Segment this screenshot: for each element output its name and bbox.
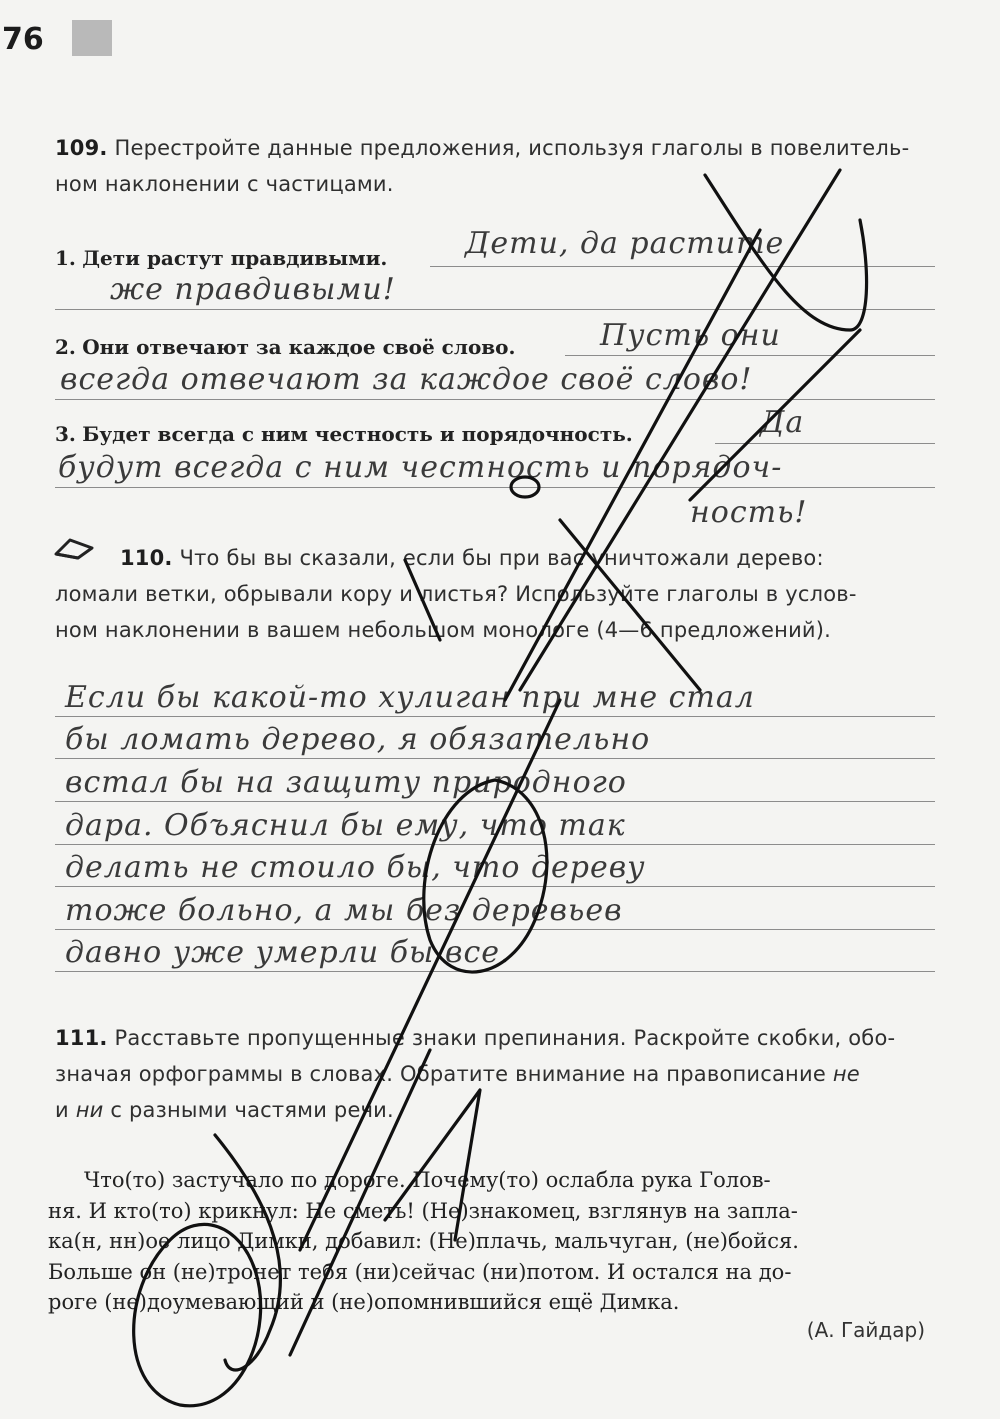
handwritten-answer-109-2a: Пусть они: [600, 318, 781, 353]
task-111-conjunction: и: [55, 1098, 69, 1122]
passage-line: Что(то) застучало по дороге. Почему(то) ослабла рука Голов-: [84, 1168, 771, 1192]
passage-line: роге (не)доумевающий и (не)опомнившийся ещё Димка.: [48, 1290, 680, 1314]
handwritten-answer-109-2b: всегда отвечают за каждое своё слово!: [60, 362, 753, 397]
answer-line: [715, 443, 935, 444]
task-111-passage: [48, 1165, 928, 1318]
answer-line: [430, 266, 935, 267]
handwritten-answer-109-3a: Да: [760, 405, 805, 440]
task-111-text-line3: с разными частями речи.: [103, 1098, 394, 1122]
answer-line: [55, 801, 935, 802]
page-number-tab: [72, 20, 112, 56]
answer-line: [55, 716, 935, 717]
answer-line: [55, 886, 935, 887]
task-109-item-1: 1. Дети растут правдивыми.: [55, 246, 388, 270]
task-111-emphasis-ni: ни: [75, 1098, 104, 1122]
handwritten-monologue-line: давно уже умерли бы все.: [65, 935, 511, 970]
handwritten-monologue-line: тоже больно, а мы без деревьев: [65, 893, 623, 928]
passage-line: Больше он (не)тронет тебя (ни)сейчас (ни)потом. И остался на до-: [48, 1259, 792, 1284]
answer-line: [55, 844, 935, 845]
task-111-text-line1: Расставьте пропущенные знаки препинания. Раскройте скобки, обо-: [114, 1026, 896, 1050]
handwritten-answer-109-1b: же правдивыми!: [110, 272, 396, 307]
quote-source: (А. Гайдар): [806, 1318, 925, 1342]
answer-line: [565, 355, 935, 356]
passage-line: ка(н, нн)ое лицо Димки, добавил: (Не)плачь, мальчуган, (не)бойся.: [48, 1229, 799, 1253]
handwritten-monologue-line: встал бы на защиту природного: [65, 765, 627, 800]
task-109-instruction: [55, 130, 935, 202]
page-number: 76: [2, 22, 44, 57]
task-110-number: 110.: [120, 546, 173, 570]
task-110-instruction: [55, 540, 935, 648]
answer-line: [55, 758, 935, 759]
handwritten-monologue-line: дара. Объяснил бы ему, что так: [65, 808, 626, 843]
task-111-number: 111.: [55, 1026, 108, 1050]
task-110-text-line3: ном наклонении в вашем небольшом монологе (4—6 предложений).: [55, 618, 832, 642]
task-111-emphasis-ne: не: [832, 1062, 860, 1086]
task-109-item-3: 3. Будет всегда с ним честность и порядочность.: [55, 422, 633, 446]
answer-line: [55, 309, 935, 310]
handwritten-answer-109-1a: Дети, да растите: [465, 226, 785, 261]
handwritten-monologue-line: делать не стоило бы, что дереву: [65, 850, 646, 885]
task-109-text-line2: ном наклонении с частицами.: [55, 172, 394, 196]
task-110-text-line2: ломали ветки, обрывали кору и листья? Используйте глаголы в услов-: [55, 582, 857, 606]
handwritten-answer-109-3b: будут всегда с ним честность и порядоч-: [58, 450, 783, 485]
answer-line: [55, 971, 935, 972]
passage-line: ня. И кто(то) крикнул: Не сметь! (Не)знакомец, взглянув на запла-: [48, 1198, 798, 1223]
task-111-instruction: [55, 1020, 935, 1128]
task-110-text-line1: Что бы вы сказали, если бы при вас уничтожали дерево:: [179, 546, 824, 570]
task-109-item-2: 2. Они отвечают за каждое своё слово.: [55, 335, 516, 359]
task-109-number: 109.: [55, 136, 108, 160]
handwritten-monologue-line: бы ломать дерево, я обязательно: [65, 722, 651, 757]
answer-line: [55, 399, 935, 400]
handwritten-monologue-line: Если бы какой-то хулиган при мне стал: [65, 680, 755, 715]
handwritten-answer-109-3c: ность!: [690, 495, 808, 530]
task-109-text-line1: Перестройте данные предложения, используя глаголы в повелитель-: [114, 136, 910, 160]
answer-line: [55, 487, 935, 488]
answer-line: [55, 929, 935, 930]
task-111-text-line2: значая орфограммы в словах. Обратите внимание на правописание: [55, 1062, 833, 1086]
